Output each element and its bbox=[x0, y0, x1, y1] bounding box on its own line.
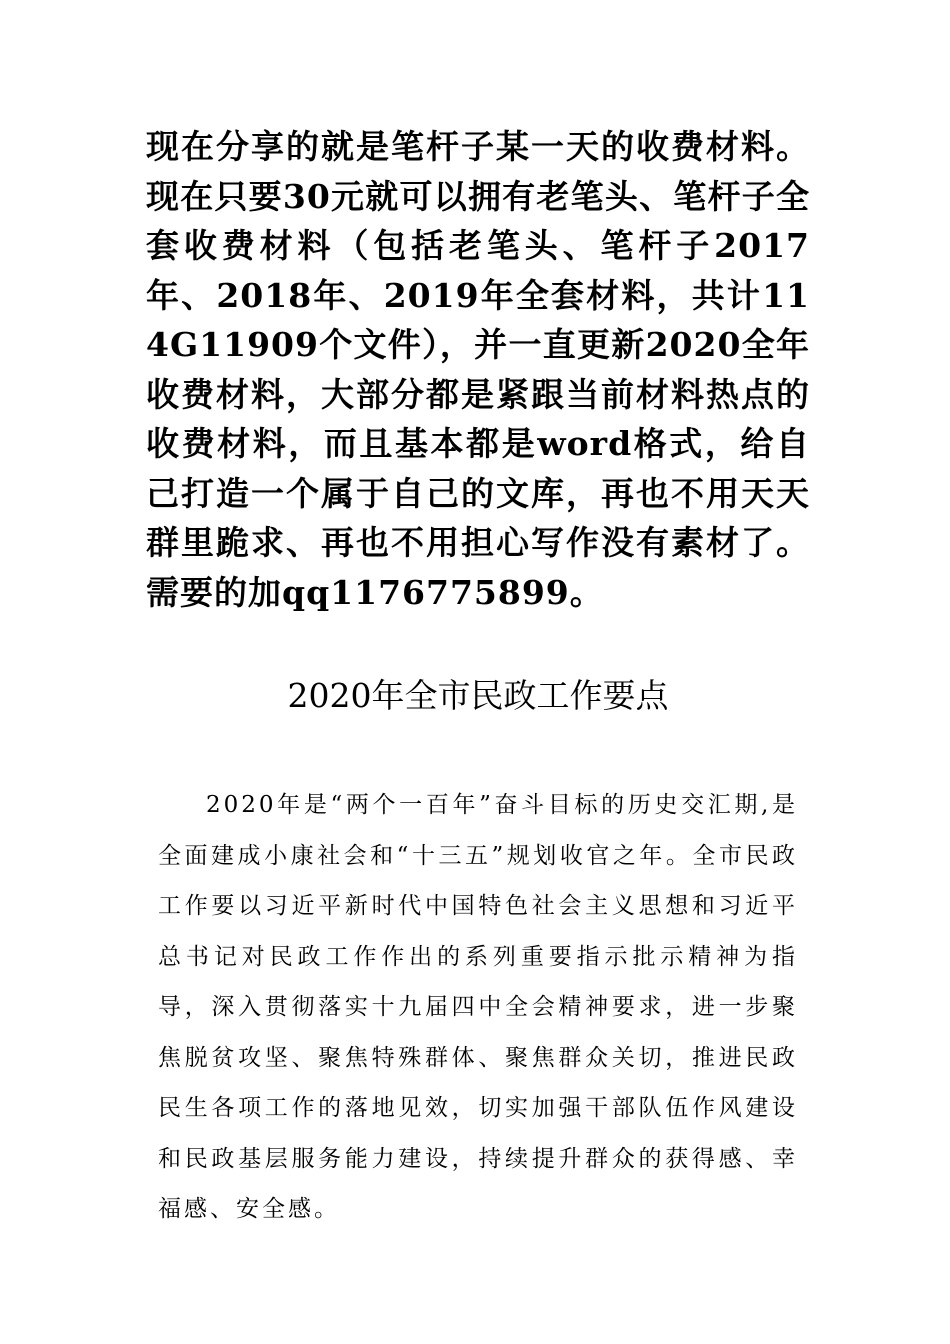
document-title: 2020年全市民政工作要点 bbox=[287, 676, 669, 715]
body-paragraph: 2020年是“两个一百年”奋斗目标的历史交汇期,是全面建成小康社会和“十三五”规划收官之年。全市民政工作要以习近平新时代中国特色社会主义思想和习近平总书记对民政工作作出的系列重要指示批示精神为指导，深入贯彻落实十九届四中全会精神要求，进一步聚焦脱贫攻坚、聚焦特殊群体、聚焦群众关切，推进民政民生各项工作的落地见效，切实加强干部队伍作风建设和民政基层服务能力建设，持续提升群众的获得感、幸福感、安全感。 bbox=[158, 792, 798, 1222]
promo-paragraph: 现在分享的就是笔杆子某一天的收费材料。现在只要30元就可以拥有老笔头、笔杆子全套收费材料（包括老笔头、笔杆子2017年、2018年、2019年全套材料，共计114G11909个文件），并一直更新2020全年收费材料，大部分都是紧跟当前材料热点的收费材料，而且基本都是word格式，给自己打造一个属于自己的文库，再也不用天天群里跪求、再也不用担心写作没有素材了。需要的加qq1176775899。 bbox=[146, 127, 810, 612]
